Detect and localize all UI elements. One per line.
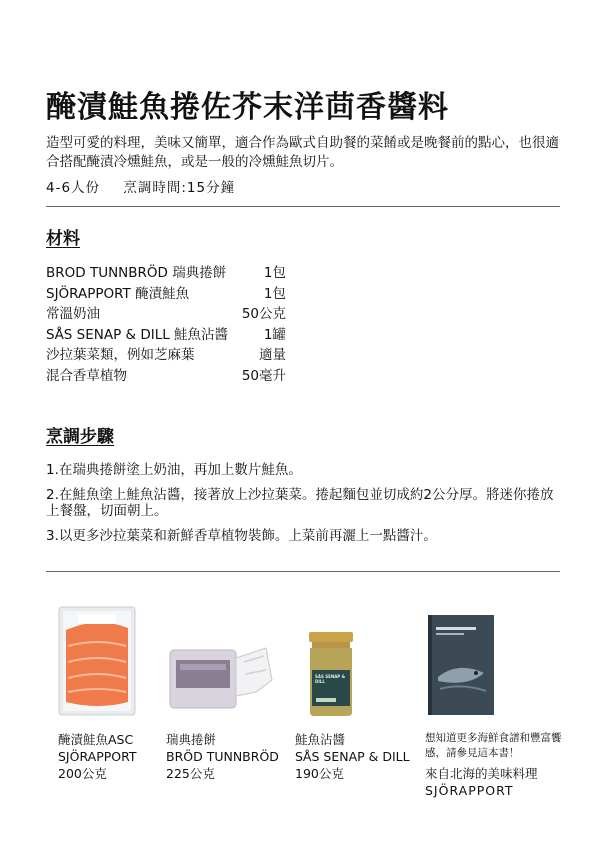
ingredient-row bbox=[46, 345, 286, 366]
product-weight: 200公克 bbox=[58, 766, 107, 781]
salmon-pack-image bbox=[58, 606, 136, 716]
cook-time: 烹調時間:15分鐘 bbox=[123, 180, 236, 196]
step-item: 3.以更多沙拉葉菜和新鮮香草植物裝飾。上菜前再灑上一點醬汁。 bbox=[46, 528, 437, 544]
servings: 4-6人份 bbox=[46, 180, 101, 196]
intro-text: 造型可愛的料理，美味又簡單，適合作為歐式自助餐的菜餚或是晚餐前的點心，也很適合搭配醃漬冷燻鮭魚，或是一般的冷燻鮭魚切片。 bbox=[46, 135, 559, 170]
product-brand: BRÖD TUNNBRÖD bbox=[166, 749, 279, 764]
bread-bag-image bbox=[166, 640, 276, 712]
ingredient-amount: 1罐 bbox=[263, 326, 286, 343]
ingredient-name: SÅS SENAP & DILL 鮭魚沾醬 bbox=[46, 326, 229, 343]
ingredient-name: 混合香草植物 bbox=[46, 367, 127, 384]
salmon-pack-icon bbox=[58, 606, 136, 716]
page-title: 醃漬鮭魚捲佐芥末洋茴香醬料 bbox=[46, 90, 449, 125]
ingredient-amount: 50公克 bbox=[241, 306, 286, 322]
ingredient-row bbox=[46, 325, 286, 346]
ingredient-amount: 50毫升 bbox=[241, 367, 286, 384]
product-brand: SÅS SENAP & DILL bbox=[295, 749, 410, 764]
steps-heading: 烹調步驟 bbox=[46, 427, 114, 447]
product-weight: 190公克 bbox=[295, 766, 344, 781]
jar-label-text: SÅS SENAP & DILL bbox=[315, 674, 346, 684]
book-image bbox=[428, 615, 494, 715]
ingredient-name: BROD TUNNBRÖD 瑞典捲餅 bbox=[46, 265, 227, 281]
product-caption-sauce bbox=[295, 731, 410, 782]
product-name: 醃漬鮭魚ASC bbox=[58, 732, 134, 747]
ingredient-amount: 適量 bbox=[259, 347, 286, 363]
book-note: 想知道更多海鮮食譜和豐富饗感，請參見這本書！ bbox=[425, 732, 562, 759]
product-weight: 225公克 bbox=[166, 766, 215, 781]
book-cover-icon bbox=[428, 615, 494, 715]
product-name: 瑞典捲餅 bbox=[166, 732, 217, 747]
ingredient-row bbox=[46, 304, 286, 325]
product-name: 鮭魚沾醬 bbox=[295, 732, 346, 747]
ingredient-row bbox=[46, 284, 286, 305]
ingredient-row bbox=[46, 366, 286, 387]
ingredient-name: 常溫奶油 bbox=[46, 306, 100, 322]
ingredient-row bbox=[46, 263, 286, 284]
divider bbox=[46, 571, 560, 572]
step-item: 1.在瑞典捲餅塗上奶油，再加上數片鮭魚。 bbox=[46, 462, 302, 478]
ingredient-name: 沙拉葉菜類，例如芝麻葉 bbox=[46, 347, 195, 363]
sauce-jar-image bbox=[306, 630, 356, 718]
divider bbox=[46, 206, 560, 207]
ingredient-name: SJÖRAPPORT 醃漬鮭魚 bbox=[46, 285, 190, 302]
ingredients-list bbox=[46, 263, 286, 386]
ingredient-amount: 1包 bbox=[263, 285, 286, 302]
ingredients-heading: 材料 bbox=[46, 229, 80, 249]
product-caption-bread bbox=[166, 731, 279, 782]
product-brand: SJÖRAPPORT bbox=[58, 749, 137, 764]
ingredient-amount: 1包 bbox=[263, 265, 286, 281]
step-item: 2.在鮭魚塗上鮭魚沾醬，接著放上沙拉葉菜。捲起麵包並切成約2公分厚。將迷你捲放上餐盤，切面朝上。 bbox=[46, 487, 554, 519]
book-title: 來自北海的美味料理 bbox=[425, 766, 538, 781]
bread-bag-icon bbox=[166, 640, 276, 712]
book-brand: SJÖRAPPORT bbox=[425, 783, 514, 798]
product-caption-salmon bbox=[58, 731, 137, 782]
steps-list bbox=[46, 462, 566, 553]
recipe-meta bbox=[46, 176, 253, 196]
